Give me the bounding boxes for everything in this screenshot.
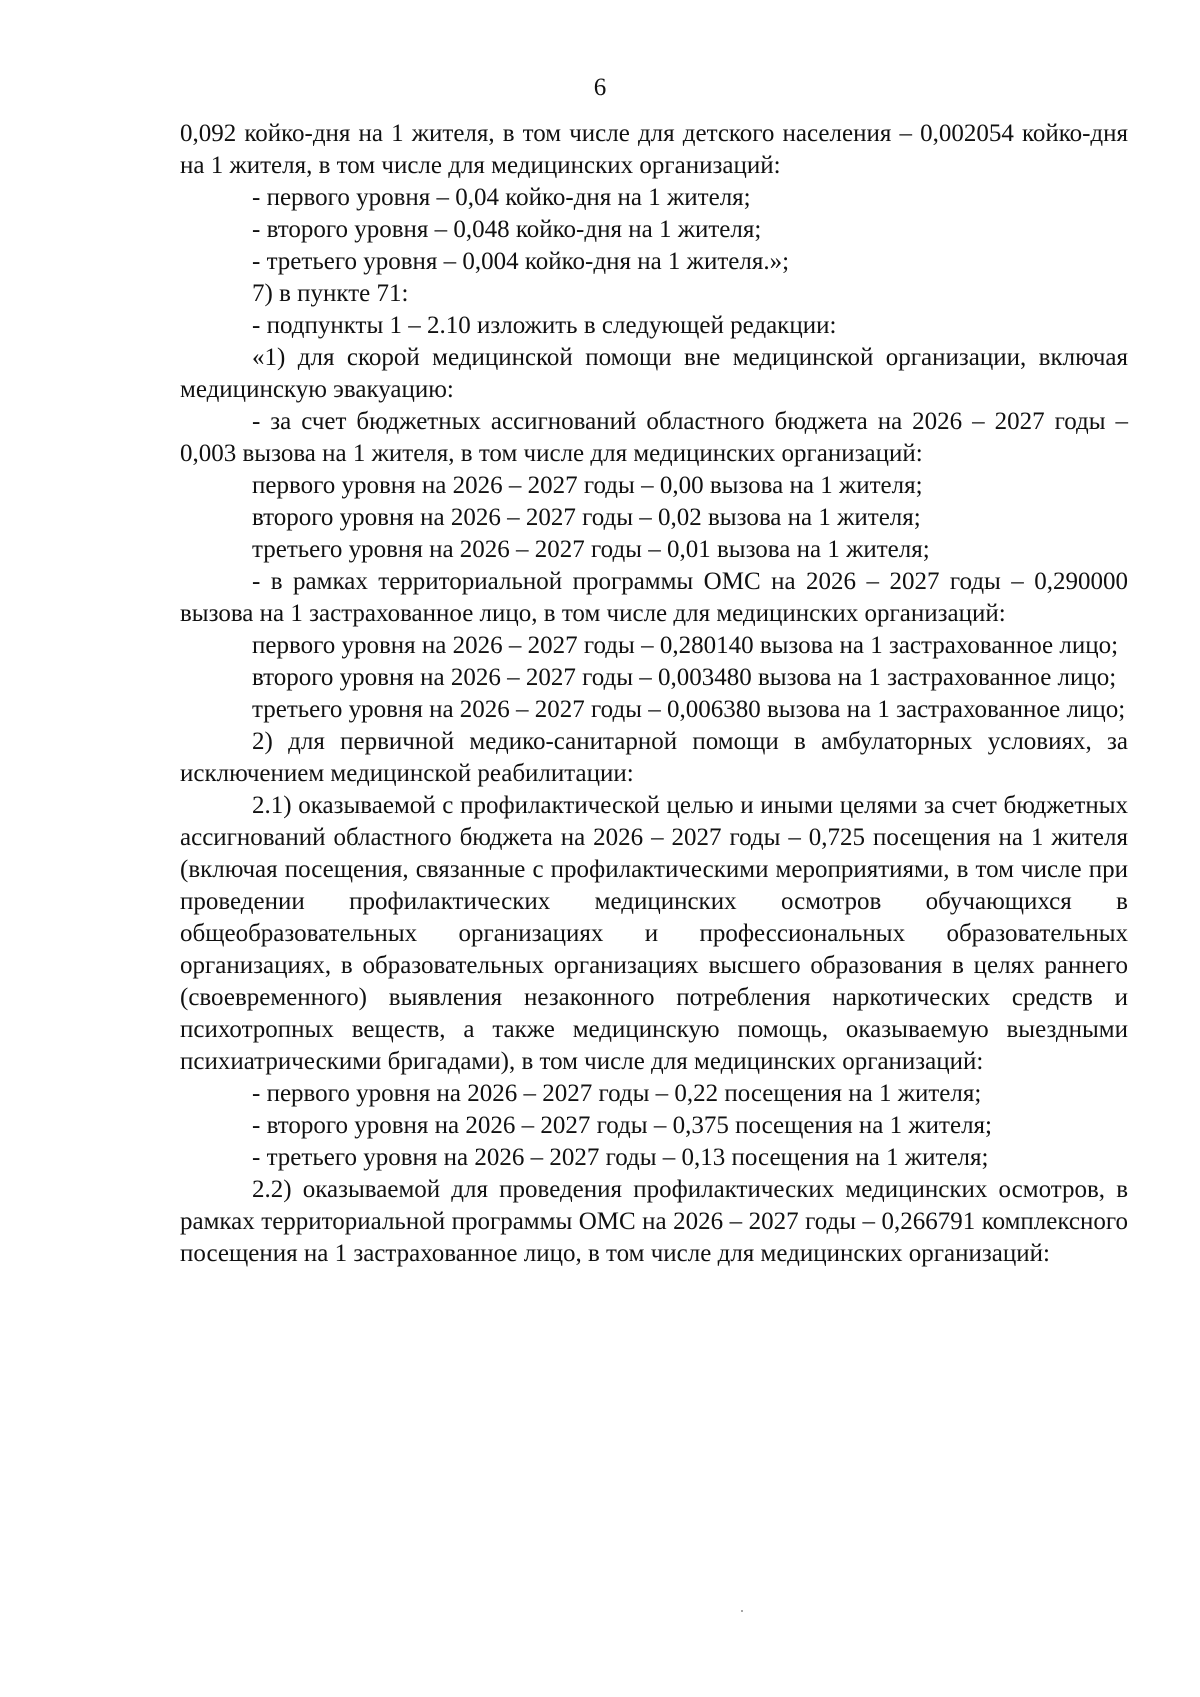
paragraph: 2) для первичной медико-санитарной помощи в амбулаторных условиях, за исключением медицинской реабилитации: bbox=[180, 728, 1128, 787]
document-body bbox=[180, 118, 1128, 1270]
paragraph: - третьего уровня на 2026 – 2027 годы – 0,13 посещения на 1 жителя; bbox=[252, 1144, 989, 1171]
paragraph: первого уровня на 2026 – 2027 годы – 0,00 вызова на 1 жителя; bbox=[252, 472, 923, 499]
paragraph: 7) в пункте 71: bbox=[252, 280, 409, 307]
paragraph: - второго уровня – 0,048 койко-дня на 1 жителя; bbox=[252, 216, 762, 243]
paragraph: «1) для скорой медицинской помощи вне медицинской организации, включая медицинскую эвакуацию: bbox=[180, 344, 1128, 403]
paragraph: первого уровня на 2026 – 2027 годы – 0,280140 вызова на 1 застрахованное лицо; bbox=[252, 632, 1119, 659]
scan-artifact-dot bbox=[741, 1610, 743, 1612]
paragraph: третьего уровня на 2026 – 2027 годы – 0,01 вызова на 1 жителя; bbox=[252, 536, 930, 563]
paragraph: 2.2) оказываемой для проведения профилактических медицинских осмотров, в рамках территориальной программы ОМС на 2026 – 2027 годы – 0,266791 комплексного посещения на 1 застрахованное лицо, в том числе для медицинских организаций: bbox=[180, 1176, 1128, 1267]
page-number: 6 bbox=[593, 74, 607, 101]
paragraph: 0,092 койко-дня на 1 жителя, в том числе для детского населения – 0,002054 койко-дня на 1 жителя, в том числе для медицинских организаций: bbox=[180, 120, 1128, 179]
paragraph: второго уровня на 2026 – 2027 годы – 0,02 вызова на 1 жителя; bbox=[252, 504, 921, 531]
paragraph: - в рамках территориальной программы ОМС на 2026 – 2027 годы – 0,290000 вызова на 1 застрахованное лицо, в том числе для медицинских организаций: bbox=[180, 568, 1128, 627]
paragraph: второго уровня на 2026 – 2027 годы – 0,003480 вызова на 1 застрахованное лицо; bbox=[252, 664, 1117, 691]
paragraph: - третьего уровня – 0,004 койко-дня на 1 жителя.»; bbox=[252, 248, 790, 275]
paragraph: - первого уровня – 0,04 койко-дня на 1 жителя; bbox=[252, 184, 751, 211]
paragraph: - первого уровня на 2026 – 2027 годы – 0,22 посещения на 1 жителя; bbox=[252, 1080, 982, 1107]
paragraph: 2.1) оказываемой с профилактической целью и иными целями за счет бюджетных ассигнований областного бюджета на 2026 – 2027 годы – 0,725 посещения на 1 жителя (включая посещения, связанные с профилактическими мероприятиями, в том числе при проведении профилактических медицинских осмотров обучающихся в общеобразовательных организациях и профессиональных образовательных организациях, в образовательных организациях высшего образования в целях раннего (своевременного) выявления незаконного потребления наркотических средств и психотропных веществ, а также медицинскую помощь, оказываемую выездными психиатрическими бригадами), в том числе для медицинских организаций: bbox=[180, 792, 1128, 1075]
paragraph: - за счет бюджетных ассигнований областного бюджета на 2026 – 2027 годы – 0,003 вызова на 1 жителя, в том числе для медицинских организаций: bbox=[180, 408, 1128, 467]
paragraph: - подпункты 1 – 2.10 изложить в следующей редакции: bbox=[252, 312, 837, 339]
paragraph: третьего уровня на 2026 – 2027 годы – 0,006380 вызова на 1 застрахованное лицо; bbox=[252, 696, 1126, 723]
paragraph: - второго уровня на 2026 – 2027 годы – 0,375 посещения на 1 жителя; bbox=[252, 1112, 992, 1139]
